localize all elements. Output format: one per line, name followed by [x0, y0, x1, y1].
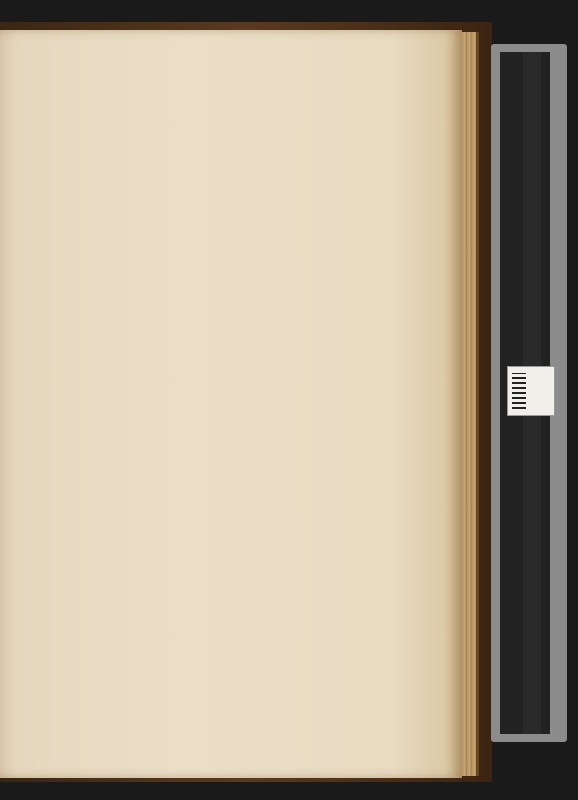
checker-brand-top — [551, 50, 565, 110]
barcode-icon — [512, 373, 526, 409]
signature-text — [530, 369, 552, 413]
page-paper — [0, 30, 462, 778]
running-head — [0, 91, 462, 107]
bleed-mark — [38, 515, 48, 529]
signature-label — [507, 366, 555, 416]
